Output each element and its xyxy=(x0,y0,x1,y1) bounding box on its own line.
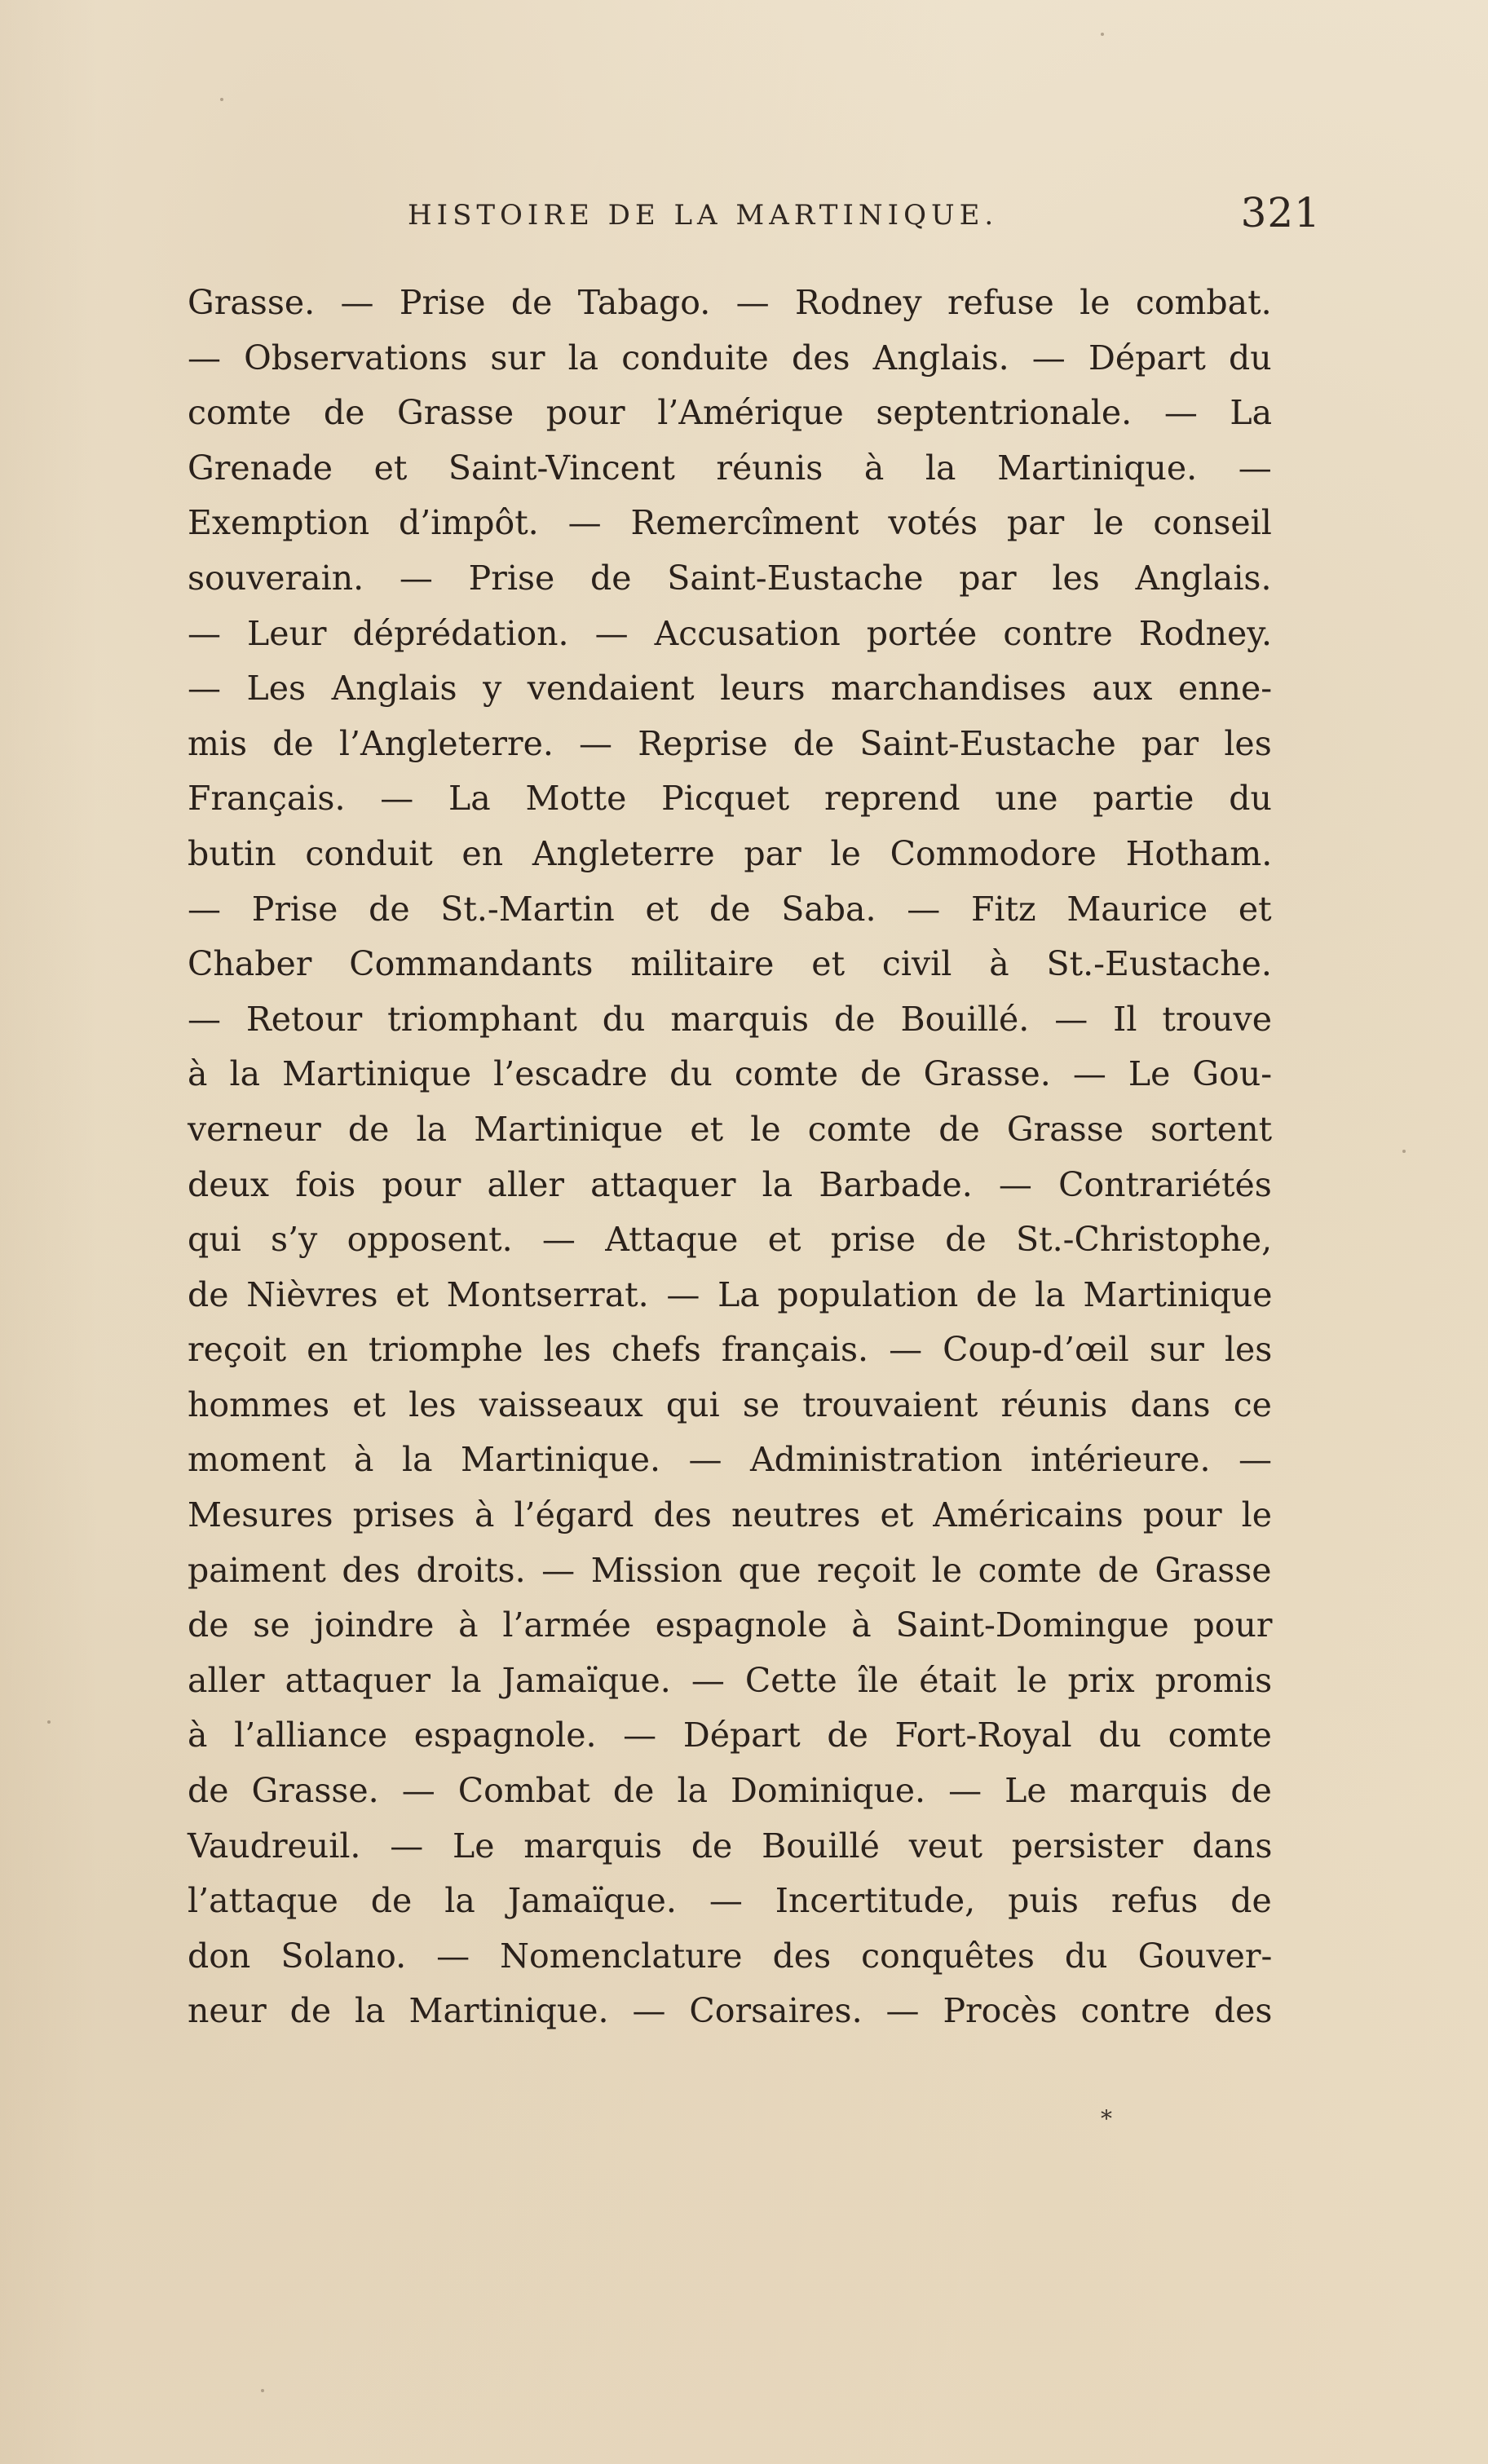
text-line: deux fois pour aller attaquer la Barbade. — Contrariétés xyxy=(188,1164,1272,1204)
text-line: — Observations sur la conduite des Anglais. — Départ du xyxy=(188,338,1272,378)
text-line: Grenade et Saint-Vincent réunis à la Martinique. — xyxy=(188,448,1272,488)
paper-speck xyxy=(47,1720,51,1724)
running-head xyxy=(408,189,1321,238)
text-line: verneur de la Martinique et le comte de Grasse sortent xyxy=(188,1109,1273,1149)
text-line: à l’alliance espagnole. — Départ de Fort-Royal du comte xyxy=(188,1716,1272,1755)
paper-speck xyxy=(220,98,223,101)
text-line: — Prise de St.-Martin et de Saba. — Fitz Maurice et xyxy=(188,889,1272,929)
text-line: de Grasse. — Combat de la Dominique. — Le marquis de xyxy=(188,1771,1272,1811)
text-line: — Leur déprédation. — Accusation portée contre Rodney. xyxy=(188,613,1272,653)
text-line: — Retour triomphant du marquis de Bouillé. — Il trouve xyxy=(188,999,1272,1039)
text-line: comte de Grasse pour l’Amérique septentrionale. — La xyxy=(188,393,1273,433)
page-number: 321 xyxy=(1240,189,1321,236)
text-line: souverain. — Prise de Saint-Eustache par les Anglais. xyxy=(188,558,1272,598)
text-line: Français. — La Motte Picquet reprend une partie du xyxy=(188,779,1272,819)
text-line: Grasse. — Prise de Tabago. — Rodney refuse le combat. xyxy=(188,283,1272,322)
text-line: mis de l’Angleterre. — Reprise de Saint-Eustache par les xyxy=(188,723,1272,763)
text-line: Chaber Commandants militaire et civil à St.-Eustache. xyxy=(188,944,1272,984)
text-line: l’attaque de la Jamaïque. — Incertitude, puis refus de xyxy=(188,1881,1272,1921)
body-text xyxy=(188,276,1272,2039)
paper-speck xyxy=(1101,33,1104,36)
text-line: moment à la Martinique. — Administration intérieure. — xyxy=(188,1440,1273,1480)
text-line: paiment des droits. — Mission que reçoit le comte de Grasse xyxy=(188,1550,1272,1590)
text-line: de Nièvres et Montserrat. — La population de la Martinique xyxy=(188,1274,1273,1314)
running-title: HISTOIRE DE LA MARTINIQUE. xyxy=(408,199,999,232)
text-line: reçoit en triomphe les chefs français. — Coup-d’œil sur les xyxy=(188,1330,1273,1370)
text-line: qui s’y opposent. — Attaque et prise de St.-Christophe, xyxy=(188,1220,1273,1260)
text-line: de se joindre à l’armée espagnole à Saint-Domingue pour xyxy=(188,1605,1273,1645)
text-line: neur de la Martinique. — Corsaires. — Procès contre des xyxy=(188,1991,1273,2031)
text-line: Vaudreuil. — Le marquis de Bouillé veut persister dans xyxy=(188,1826,1273,1866)
text-line: — Les Anglais y vendaient leurs marchandises aux enne- xyxy=(188,669,1273,709)
paper-speck xyxy=(1402,1150,1406,1153)
signature-mark: * xyxy=(1101,2105,1112,2132)
text-line: à la Martinique l’escadre du comte de Grasse. — Le Gou- xyxy=(188,1054,1273,1094)
text-line: Mesures prises à l’égard des neutres et Américains pour le xyxy=(188,1495,1273,1535)
text-line: aller attaquer la Jamaïque. — Cette île était le prix promis xyxy=(188,1660,1273,1700)
text-line: butin conduit en Angleterre par le Commodore Hotham. xyxy=(188,833,1273,873)
text-line: don Solano. — Nomenclature des conquêtes du Gouver- xyxy=(188,1936,1273,1976)
page-stain xyxy=(0,0,98,2464)
text-line: hommes et les vaisseaux qui se trouvaient réunis dans ce xyxy=(188,1384,1272,1424)
paper-speck xyxy=(261,2389,264,2392)
text-line: Exemption d’impôt. — Remercîment votés par le conseil xyxy=(188,503,1272,543)
